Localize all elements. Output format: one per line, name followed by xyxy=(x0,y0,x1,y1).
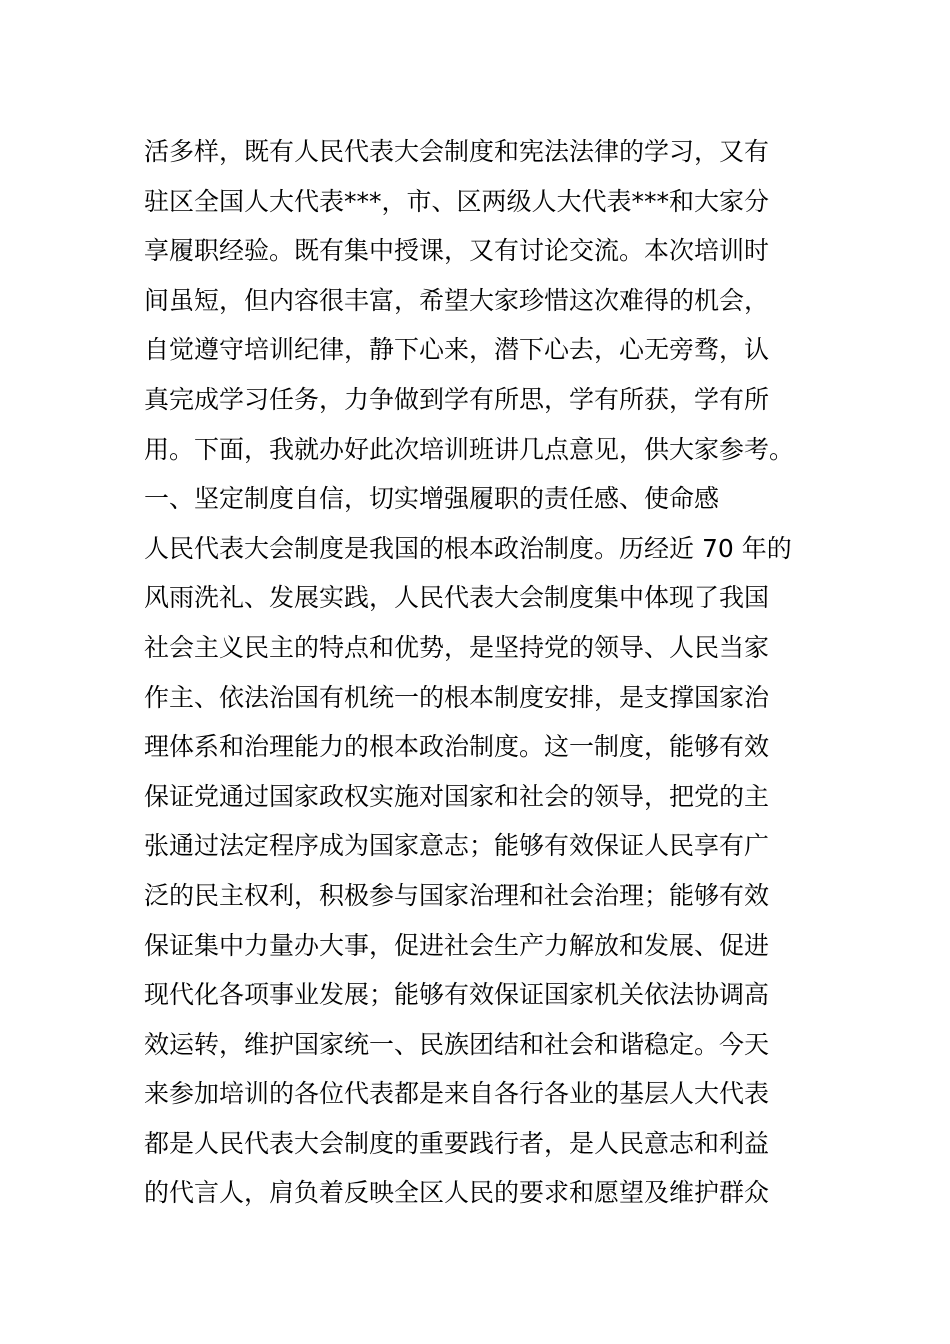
text-line: 人民代表大会制度是我国的根本政治制度。历经近 70 年的 xyxy=(144,533,792,563)
text-line: 效运转，维护国家统一、民族团结和社会和谐稳定。今天 xyxy=(144,1029,770,1059)
text-line: 真完成学习任务，力争做到学有所思，学有所获，学有所 xyxy=(144,384,770,414)
text-line: 保证党通过国家政权实施对国家和社会的领导，把党的主 xyxy=(144,781,770,811)
text-line: 张通过法定程序成为国家意志；能够有效保证人民享有广 xyxy=(144,831,770,861)
text-line: 风雨洗礼、发展实践，人民代表大会制度集中体现了我国 xyxy=(144,583,770,613)
text-line: 间虽短，但内容很丰富，希望大家珍惜这次难得的机会， xyxy=(144,285,770,315)
text-line: 都是人民代表大会制度的重要践行者，是人民意志和利益 xyxy=(144,1128,770,1158)
text-line: 泛的民主权利，积极参与国家治理和社会治理；能够有效 xyxy=(144,880,770,910)
document-body xyxy=(144,127,824,1218)
text-line: 的代言人，肩负着反映全区人民的要求和愿望及维护群众 xyxy=(144,1178,770,1208)
text-line: 用。下面，我就办好此次培训班讲几点意见，供大家参考。 xyxy=(144,434,795,464)
section-heading: 一、坚定制度自信，切实增强履职的责任感、使命感 xyxy=(144,484,720,514)
text-line: 作主、依法治国有机统一的根本制度安排，是支撑国家治 xyxy=(144,682,770,712)
text-line: 驻区全国人大代表***，市、区两级人大代表***和大家分 xyxy=(144,186,770,216)
text-line: 保证集中力量办大事，促进社会生产力解放和发展、促进 xyxy=(144,930,770,960)
text-line: 现代化各项事业发展；能够有效保证国家机关依法协调高 xyxy=(144,980,770,1010)
text-line: 社会主义民主的特点和优势，是坚持党的领导、人民当家 xyxy=(144,632,770,662)
text-line: 自觉遵守培训纪律，静下心来，潜下心去，心无旁骛，认 xyxy=(144,335,770,365)
text-line: 享履职经验。既有集中授课，又有讨论交流。本次培训时 xyxy=(144,236,770,266)
text-line: 理体系和治理能力的根本政治制度。这一制度，能够有效 xyxy=(144,732,770,762)
text-line: 活多样，既有人民代表大会制度和宪法法律的学习，又有 xyxy=(144,137,770,166)
text-line: 来参加培训的各位代表都是来自各行各业的基层人大代表 xyxy=(144,1079,770,1109)
